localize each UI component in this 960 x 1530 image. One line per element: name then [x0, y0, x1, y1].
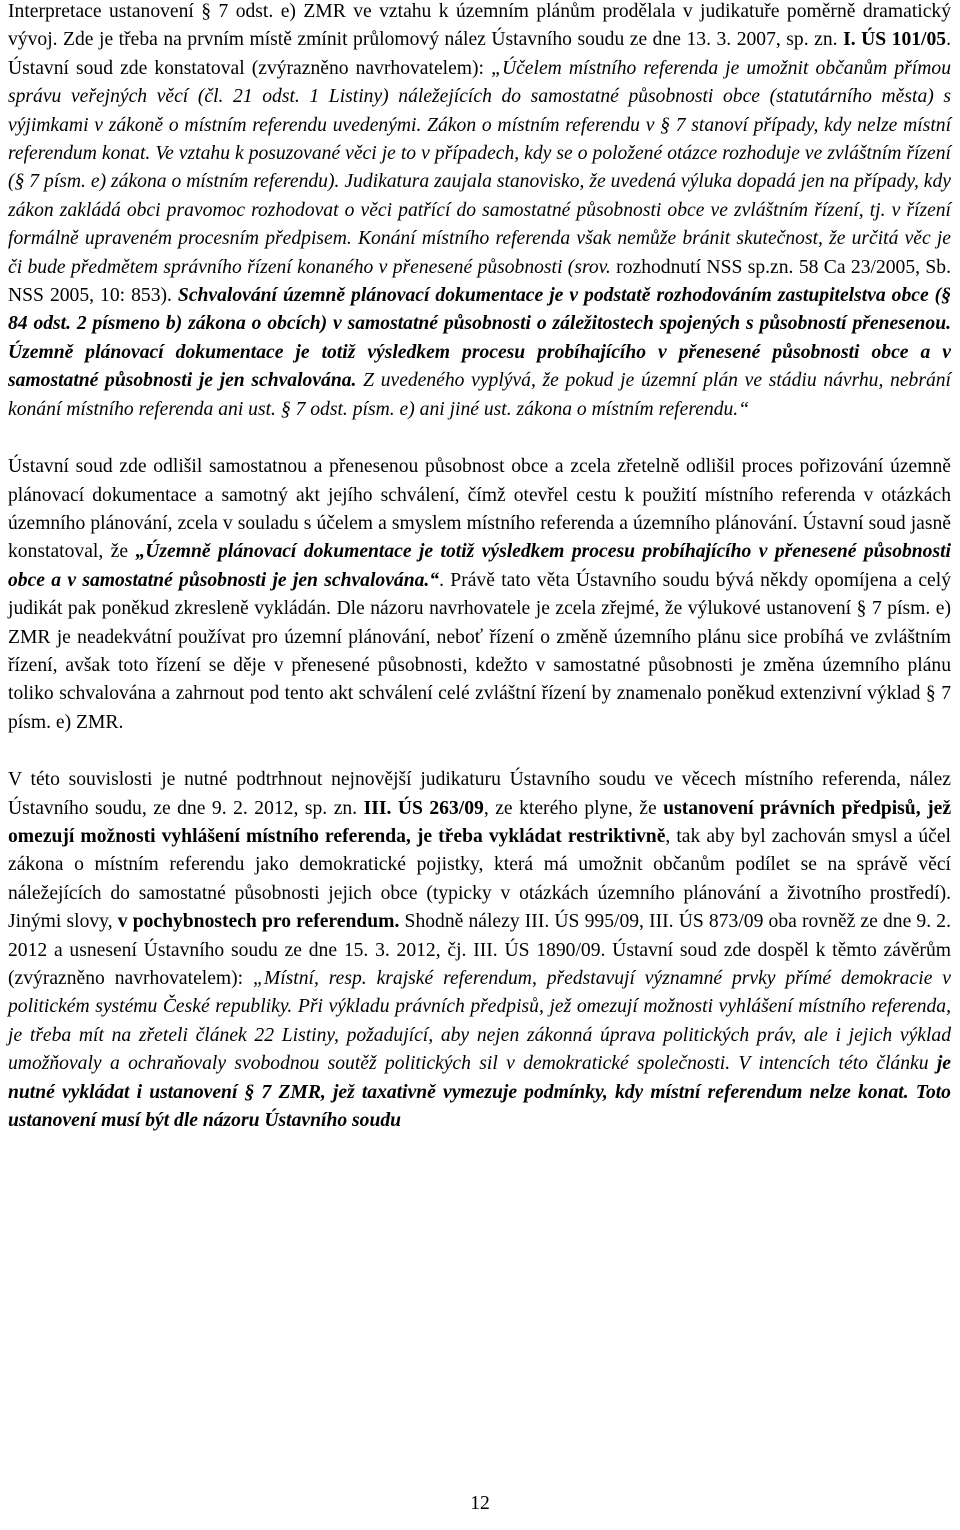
bold-quote-text: Schvalování územně plánovací dokumentace je v podstatě rozhodováním zastupitelstva obce ( — [177, 285, 942, 307]
section-sign: § — [201, 1, 212, 22]
case-reference: III. ÚS 263/09 — [363, 797, 484, 819]
paragraph-2 — [8, 453, 951, 737]
p1-text: Interpretace ustanovení — [8, 1, 194, 22]
section-sign: § — [856, 598, 867, 620]
section-sign: § — [14, 171, 25, 193]
p3-text: Shodně nálezy III. ÚS 995/09, III. ÚS 873/09 oba rovněž ze dne 9. 2. 2012 a usnesení Ústavního soudu ze dne 15. 3. 2012, čj. III. ÚS 1890/09. Ústavní soud zde dospěl k těmto závěrům (zvýrazněno navrhovatelem): — [8, 911, 951, 989]
section-sign: § — [280, 398, 291, 420]
bold-quote-text: „Územně plánovací dokumentace je totiž výsledkem procesu probíhajícího v přenesené působnosti obce a v samostatné působnosti je jen schvalována.“ — [8, 541, 951, 591]
quote-text: Z uvedeného vyplývá, že pokud je územní plán ve stádiu návrhu, nebrání konání místního referenda ani ust. — [8, 370, 952, 420]
section-sign: § — [244, 1081, 255, 1103]
p3-text: , tak aby byl zachován smysl a účel zákona o místním referendu jako demokratické pojistky, která má umožnit občanům podílet se na správě věcí náležejících do samostatné působnosti jejich obce (typicky v otázkách územního plánování a životního prostředí). Jinými slovy, — [8, 825, 951, 933]
p2-text: 7 písm. e) ZMR je neadekvátní používat pro územní plánování, neboť řízení o změně územního plánu sice probíhá ve zvláštním řízení, avšak toto řízení se děje v přenesené působnosti, kdežto v samostatné působnosti je změna územního plánu toliko schvalována a zahrnout pod tento akt schválení celé zvláštní řízení by znamenalo poněkud extenzivní výklad — [8, 598, 951, 705]
p1-text: 7 odst. e) ZMR ve vztahu k územním plánům prodělala v judikatuře poměrně dramatický vývoj. Zde je třeba na prvním místě zmínit průlomový nález Ústavního soudu ze dne 13. 3. 2007, sp. zn. — [8, 1, 951, 51]
page-number: 12 — [470, 1493, 490, 1514]
section-sign: § — [925, 683, 936, 705]
bold-text: v pochybnostech pro referendum. — [117, 911, 400, 933]
quote-text: „Místní, resp. krajské referendum, představují významné prvky přímé demokracie v politickém systému České republiky. Při výkladu právních předpisů, jež omezují možnosti vyhlášení místního referenda, je třeba mít na zřeteli článek 22 Listiny, požadující, aby nejen zákonná úprava politických práv, ale i jejich výklad umožňovaly a ochraňovaly svobodnou soutěž politických sil v demokratické společnosti. V intencích této článku — [8, 968, 951, 1075]
quote-text: „Účelem místního referenda je umožnit občanům přímou správu veřejných věcí (čl. 21 odst. 1 Listiny) náležejících do samostatné působnosti obce (statutárního města) s výjimkami v zákoně o místním referendu uvedenými. Zákon o místním referendu v — [8, 57, 951, 136]
p2-text: . Právě tato věta Ústavního soudu bývá někdy opomíjena a celý judikát pak poněkud zkresleně vykládán. Dle názoru navrhovatele je zcela zřejmé, že výlukové ustanovení — [8, 569, 951, 620]
section-sign: § — [660, 114, 670, 136]
section-sign: § — [941, 285, 951, 307]
bold-quote-text: 84 odst. 2 písmeno b) zákona o obcích) v samostatné působnosti o záležitostech spojených s působností přenesenou. Územně plánovací dokumentace je totiž výsledkem procesu probíhajícího v přenesené působnosti obce a v samostatné působnosti je jen schvalována. — [8, 313, 951, 392]
paragraph-1 — [8, 0, 951, 424]
p3-text: , ze kterého plyne, že — [483, 797, 664, 819]
p2-text: Ústavní soud zde odlišil samostatnou a přenesenou působnost obce a zcela zřetelně odlišil proces pořizování územně plánovací dokumentace a samotný akt jejího schválení, čímž otevřel cestu k použití místního referenda v otázkách územního plánování, zcela v souladu s účelem a smyslem místního referenda a územního plánování. Ústavní soud jasně konstatoval, že — [8, 456, 951, 563]
p1-text: rozhodnutí NSS sp.zn. 58 Ca 23/2005, Sb. NSS 2005, 10: 853). — [8, 256, 951, 307]
quote-text: 7 odst. písm. e) ani jiné ust. zákona o místním referendu.“ — [295, 398, 750, 420]
p2-text: 7 písm. e) ZMR. — [8, 683, 951, 733]
bold-quote-text: je nutné vykládat i ustanovení — [8, 1053, 951, 1103]
paragraph-3 — [8, 766, 951, 1135]
bold-quote-text: 7 ZMR, jež taxativně vymezuje podmínky, kdy místní referendum nelze konat. Toto ustanovení musí být dle názoru Ústavního soudu — [8, 1081, 951, 1132]
p1-text: . Ústavní soud zde konstatoval (zvýrazněno navrhovatelem): — [8, 29, 951, 79]
case-reference: I. ÚS 101/05 — [843, 29, 947, 51]
p3-text: V této souvislosti je nutné podtrhnout nejnovější judikaturu Ústavního soudu ve věcech místního referenda, nález Ústavního soudu, ze dne 9. 2. 2012, sp. zn. — [8, 769, 951, 819]
bold-text: ustanovení právních předpisů, jež omezují možnosti vyhlášení místního referenda, je třeba vykládat restriktivně — [8, 797, 952, 847]
quote-text: 7 stanoví případy, kdy nelze místní referendum konat. Ve vztahu k posuzované věci je to v případech, kdy se o položené otázce rozhoduje ve zvláštním řízení ( — [8, 114, 952, 193]
quote-text: 7 písm. e) zákona o místním referendu). Judikatura zaujala stanovisko, že uvedená výluka dopadá jen na případy, kdy zákon zakládá obci pravomoc rozhodovat o věci patřící do samostatné působnosti obce ve zvláštním řízení, tj. v řízení formálně upraveném procesním předpisem. Konání místního referenda však nemůže bránit skutečnost, že určitá věc je či bude předmětem správního řízení konaného v přenesené působnosti (srov. — [8, 171, 951, 278]
